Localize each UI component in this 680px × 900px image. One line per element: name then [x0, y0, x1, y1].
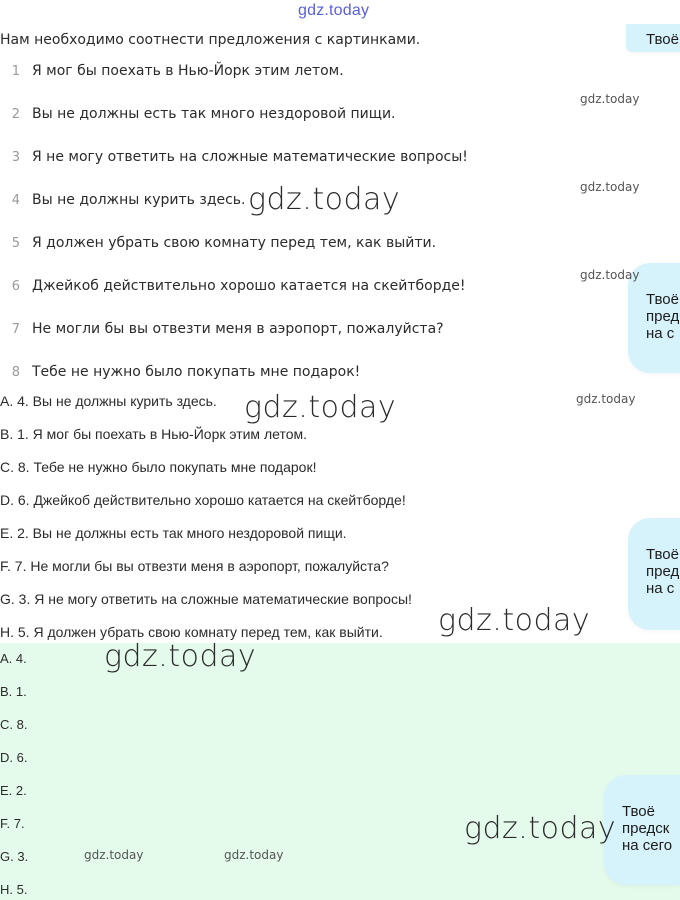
sentence-number: 7: [11, 321, 20, 337]
watermark: gdz.today: [104, 639, 257, 674]
promo-text: Твоё: [646, 291, 679, 308]
promo-card[interactable]: [628, 518, 680, 630]
sentence-text: Тебе не нужно было покупать мне подарок!: [32, 364, 361, 380]
sentence-text: Я должен убрать свою комнату перед тем, как выйти.: [32, 235, 437, 251]
sentence-number: 3: [11, 149, 20, 165]
match-item: B. 1. Я мог бы поехать в Нью-Йорк этим летом.: [0, 426, 307, 442]
sentence-item: [0, 58, 344, 84]
watermark: gdz.today: [464, 811, 617, 846]
match-item: H. 5. Я должен убрать свою комнату перед тем, как выйти.: [0, 624, 383, 640]
match-item: D. 6. Джейкоб действительно хорошо катается на скейтборде!: [0, 492, 406, 508]
promo-text: Твоё: [646, 31, 679, 48]
promo-text: на с: [646, 580, 675, 597]
promo-text: пред: [646, 308, 680, 325]
watermark-small: gdz.today: [576, 392, 636, 406]
sentence-item: [0, 230, 436, 256]
watermark-small: gdz.today: [580, 180, 640, 194]
watermark: gdz.today: [244, 390, 397, 425]
match-item: C. 8. Тебе не нужно было покупать мне подарок!: [0, 459, 317, 475]
match-item: E. 2. Вы не должны есть так много нездоровой пищи.: [0, 525, 347, 541]
sentence-item: [0, 359, 360, 385]
promo-text: пред: [646, 563, 680, 580]
sentence-text: Джейкоб действительно хорошо катается на скейтборде!: [32, 278, 466, 294]
match-item: G. 3. Я не могу ответить на сложные математические вопросы!: [0, 591, 412, 607]
promo-text: на сего: [622, 837, 673, 854]
watermark-small: gdz.today: [580, 92, 640, 106]
match-item: A. 4. Вы не должны курить здесь.: [0, 393, 217, 409]
answer-item: A. 4.: [0, 650, 27, 666]
sentence-item: [0, 273, 466, 299]
watermark: gdz.today: [438, 603, 591, 638]
sentence-item: [0, 187, 246, 213]
sentence-text: Вы не должны курить здесь.: [32, 192, 246, 208]
header-watermark: gdz.today: [298, 2, 370, 19]
answer-item: F. 7.: [0, 815, 25, 831]
watermark: gdz.today: [248, 182, 401, 217]
sentence-number: 6: [11, 278, 20, 294]
sentence-number: 2: [11, 106, 20, 122]
sentence-text: Вы не должны есть так много нездоровой пищи.: [32, 106, 396, 122]
sentence-item: [0, 316, 444, 342]
answer-item: D. 6.: [0, 749, 28, 765]
sentence-text: Я не могу ответить на сложные математические вопросы!: [32, 149, 468, 165]
promo-text: на с: [646, 325, 675, 342]
watermark-small: gdz.today: [84, 848, 144, 862]
sentence-item: [0, 101, 396, 127]
sentence-item: [0, 144, 468, 170]
answer-item: H. 5.: [0, 881, 28, 897]
sentence-number: 5: [11, 235, 20, 251]
sentence-number: 4: [11, 192, 20, 208]
watermark-small: gdz.today: [224, 848, 284, 862]
promo-text: предск: [622, 820, 670, 837]
sentence-number: 8: [11, 364, 20, 380]
sentence-text: Я мог бы поехать в Нью-Йорк этим летом.: [32, 63, 344, 79]
sentence-number: 1: [11, 63, 20, 79]
answer-item: C. 8.: [0, 716, 28, 732]
match-item: F. 7. Не могли бы вы отвезти меня в аэропорт, пожалуйста?: [0, 558, 389, 574]
promo-banner-top[interactable]: [626, 24, 680, 52]
watermark-small: gdz.today: [580, 268, 640, 282]
promo-text: Твоё: [646, 546, 679, 563]
answer-item: G. 3.: [0, 848, 29, 864]
promo-text: Твоё: [622, 803, 655, 820]
answer-item: E. 2.: [0, 782, 27, 798]
answer-item: B. 1.: [0, 683, 27, 699]
task-intro: Нам необходимо соотнести предложения с картинками.: [0, 32, 421, 48]
sentence-text: Не могли бы вы отвезти меня в аэропорт, пожалуйста?: [32, 321, 444, 337]
